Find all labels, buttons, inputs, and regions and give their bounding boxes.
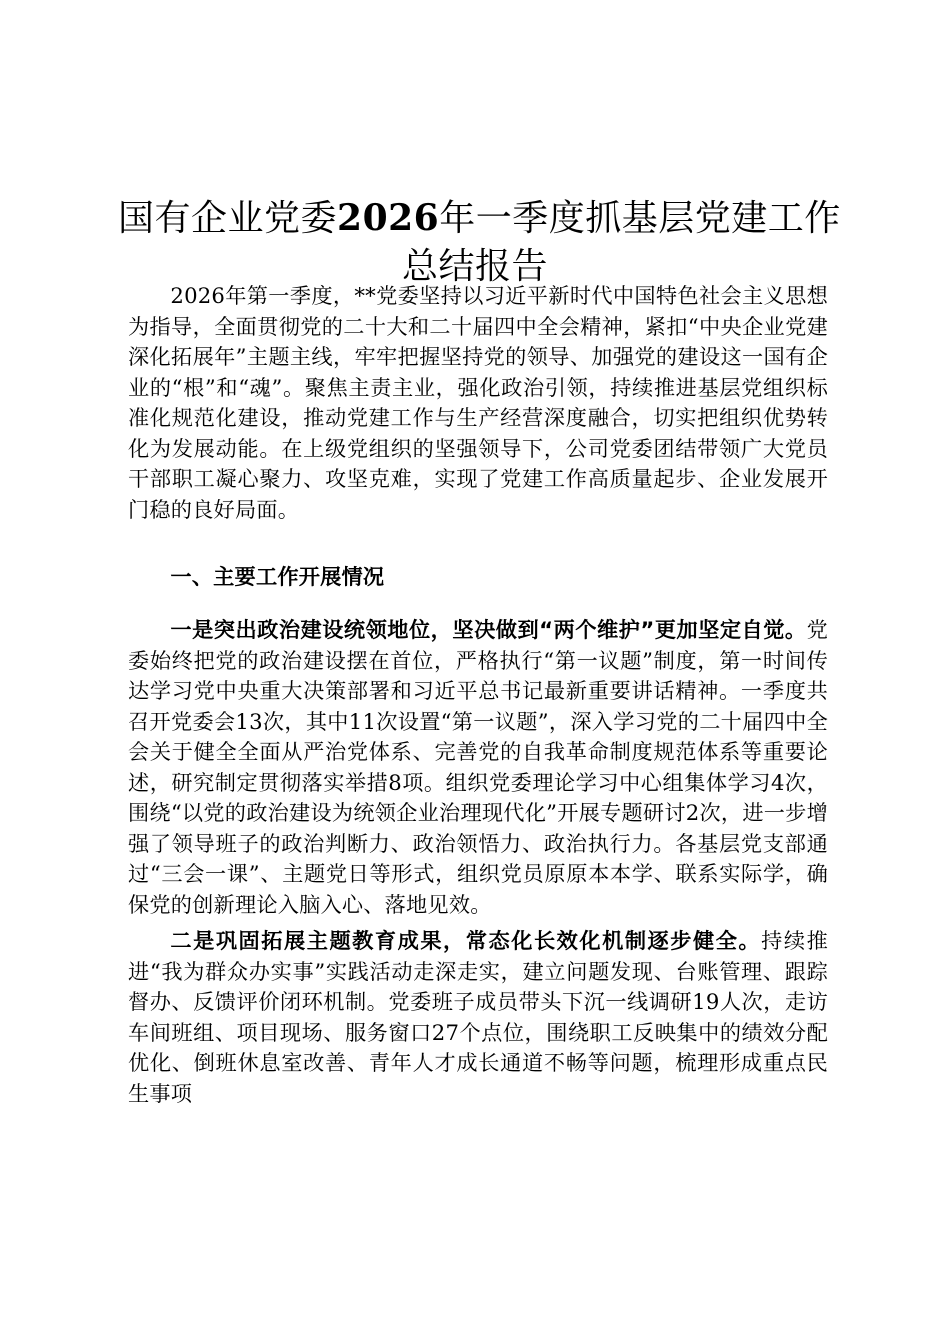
title-prefix: 国有企业党委 <box>118 198 338 240</box>
document-title <box>118 194 841 291</box>
section-heading: 一、主要工作开展情况 <box>170 564 385 589</box>
work-item-2-body: 持续推进“我为群众办实事”实践活动走深走实，建立问题发现、台账管理、跟踪督办、反馈评价闭环机制。党委班子成员带头下沉一线调研19人次，走访车间班组、项目现场、服务窗口27个点位，围绕职工反映集中的绩效分配优化、倒班休息室改善、青年人才成长通道不畅等问题，梳理形成重点民生事项 <box>128 928 829 1106</box>
title-line-2: 总结报告 <box>401 246 548 288</box>
intro-paragraph: 2026年第一季度，**党委坚持以习近平新时代中国特色社会主义思想为指导，全面贯彻党的二十大和二十届四中全会精神，紧扣“中央企业党建深化拓展年”主题主线，牢牢把握坚持党的领导、加强党的建设这一国有企业的“根”和“魂”。聚焦主责主业，强化政治引领，持续推进基层党组织标准化规范化建设，推动党建工作与生产经营深度融合，切实把组织优势转化为发展动能。在上级党组织的坚强领导下，公司党委团结带领广大党员干部职工凝心聚力、攻坚克难，实现了党建工作高质量起步、企业发展开门稳的良好局面。 <box>128 283 828 522</box>
title-suffix: 年一季度抓基层党建工作 <box>439 198 841 240</box>
work-item-2-lead: 二是巩固拓展主题教育成果，常态化长效化机制逐步健全。 <box>170 928 762 953</box>
title-line-1 <box>118 194 841 243</box>
work-item-1-body: 党委始终把党的政治建设摆在首位，严格执行“第一议题”制度，第一时间传达学习党中央重大决策部署和习近平总书记最新重要讲话精神。一季度共召开党委会13次，其中11次设置“第一议题”，深入学习党的二十届四中全会关于健全全面从严治党体系、完善党的自我革命制度规范体系等重要论述，研究制定贯彻落实举措8项。组织党委理论学习中心组集体学习4次，围绕“以党的政治建设为统领企业治理现代化”开展专题研讨2次，进一步增强了领导班子的政治判断力、政治领悟力、政治执行力。各基层党支部通过“三会一课”、主题党日等形式，组织党员原原本本学、联系实际学，确保党的创新理论入脑入心、落地见效。 <box>128 617 828 917</box>
work-item-2 <box>128 926 828 1109</box>
title-year: 2026 <box>337 197 440 240</box>
work-item-1 <box>128 615 828 920</box>
work-item-1-lead: 一是突出政治建设统领地位，坚决做到“两个维护”更加坚定自觉。 <box>170 617 807 642</box>
